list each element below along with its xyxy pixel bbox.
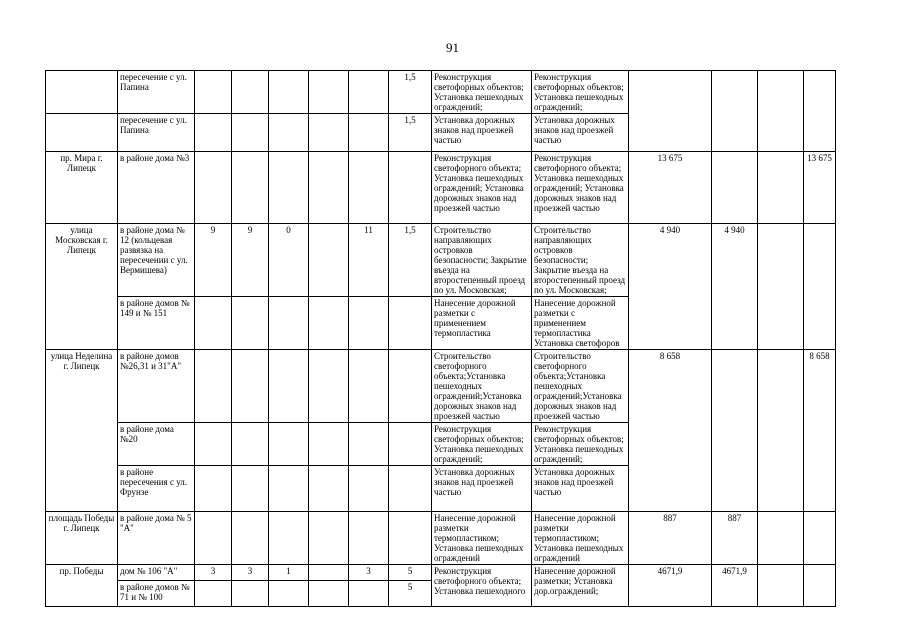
- location-cell: в районе дома №3: [118, 152, 195, 224]
- value-cell: 1,5: [389, 71, 432, 114]
- location-cell: пересечение с ул. Папина: [118, 71, 195, 114]
- cost-fed-cell: 4671,9: [712, 565, 758, 607]
- measures-cell: Строительство светофорного объекта;Установка пешеходных ограждений;Установка дорожных знаков над проезжей частью: [432, 350, 532, 423]
- table-row: [46, 565, 836, 581]
- location-cell: в районе пересечения с ул. Фрунзе: [118, 466, 195, 512]
- plan-cell: Установка дорожных знаков над проезжей частью: [532, 114, 629, 152]
- location-cell: дом № 106 "А": [118, 565, 195, 581]
- plan-cell: Нанесение дорожной разметки термопластиком; Установка пешеходных ограждений: [532, 512, 629, 565]
- location-cell: в районе домов № 149 и № 151: [118, 297, 195, 350]
- value-cell: 11: [349, 224, 389, 297]
- plan-cell: Установка дорожных знаков над проезжей частью: [532, 466, 629, 512]
- value-cell: 1: [269, 565, 309, 581]
- value-cell: 3: [232, 565, 269, 581]
- value-cell: 5: [389, 581, 432, 607]
- street-cell: пр. Мира г. Липецк: [46, 152, 118, 224]
- street-cell: пр. Победы: [46, 565, 118, 607]
- cost-total-cell: 4671,9: [629, 565, 712, 607]
- cost-total-cell: 8 658: [629, 350, 712, 512]
- plan-cell: Реконструкция светофорных объектов; Установка пешеходных ограждений;: [532, 71, 629, 114]
- table-row: [46, 152, 836, 224]
- value-cell: 9: [232, 224, 269, 297]
- plan-cell: Реконструкция светофорных объектов; Установка пешеходных ограждений;: [532, 423, 629, 466]
- measures-cell: Установка дорожных знаков над проезжей частью: [432, 114, 532, 152]
- location-cell: пересечение с ул. Папина: [118, 114, 195, 152]
- location-cell: в районе дома №20: [118, 423, 195, 466]
- plan-cell: Строительство направляющих островков безопасности; Закрытие въезда на второстепенный проезд по ул. Московская;: [532, 224, 629, 297]
- plan-cell: Реконструкция светофорного объекта; Установка пешеходных ограждений; Установка дорожных знаков над проезжей частью: [532, 152, 629, 224]
- measures-cell: Реконструкция светофорного объекта; Установка пешеходных ограждений; Установка дорожных знаков над проезжей частью: [432, 152, 532, 224]
- measures-cell: Строительство направляющих островков безопасности; Закрытие въезда на второстепенный проезд по ул. Московская;: [432, 224, 532, 297]
- value-cell: 5: [389, 565, 432, 581]
- cost-fed-cell: 4 940: [712, 224, 758, 350]
- location-cell: в районе домов № 71 и № 100: [118, 581, 195, 607]
- measures-cell: Нанесение дорожной разметки термопластиком; Установка пешеходных ограждений: [432, 512, 532, 565]
- cost-other-cell: 8 658: [804, 350, 836, 512]
- cost-fed-cell: 887: [712, 512, 758, 565]
- street-cell: площадь Победы г. Липецк: [46, 512, 118, 565]
- value-cell: 9: [195, 224, 232, 297]
- measures-cell: Нанесение дорожной разметки с применением термопластика: [432, 297, 532, 350]
- page-number: 91: [446, 40, 459, 55]
- measures-cell: Реконструкция светофорных объектов; Установка пешеходных ограждений;: [432, 423, 532, 466]
- value-cell: 1,5: [389, 114, 432, 152]
- table-row: [46, 224, 836, 297]
- value-cell: 3: [349, 565, 389, 581]
- plan-cell: Нанесение дорожной разметки; Установка дор.ограждений;: [532, 565, 629, 607]
- value-cell: 0: [269, 224, 309, 297]
- table-row: [46, 71, 836, 114]
- cost-total-cell: 4 940: [629, 224, 712, 350]
- cost-other-cell: 13 675: [804, 152, 836, 224]
- location-cell: в районе дома № 12 (кольцевая развязка на пересечении с ул. Вермишева): [118, 224, 195, 297]
- table-row: [46, 512, 836, 565]
- measures-cell: Установка дорожных знаков над проезжей частью: [432, 466, 532, 512]
- street-cell: улица Московская г. Липецк: [46, 224, 118, 350]
- value-cell: 3: [195, 565, 232, 581]
- plan-cell: Строительство светофорного объекта;Установка пешеходных ограждений;Установка дорожных знаков над проезжей частью: [532, 350, 629, 423]
- value-cell: 1,5: [389, 224, 432, 297]
- road-safety-table: [45, 70, 836, 607]
- table-row: [46, 350, 836, 423]
- measures-cell: Реконструкция светофорных объектов; Установка пешеходных ограждений;: [432, 71, 532, 114]
- cost-total-cell: 13 675: [629, 152, 712, 224]
- measures-cell: Реконструкция светофорного объекта; Установка пешеходного: [432, 565, 532, 607]
- plan-cell: Нанесение дорожной разметки с применением термопластика Установка светофоров: [532, 297, 629, 350]
- street-cell: [46, 71, 118, 114]
- location-cell: в районе домов №26,31 и 31"А": [118, 350, 195, 423]
- street-cell: улица Неделина г. Липецк: [46, 350, 118, 512]
- cost-total-cell: 887: [629, 512, 712, 565]
- location-cell: в районе дома № 5 "А": [118, 512, 195, 565]
